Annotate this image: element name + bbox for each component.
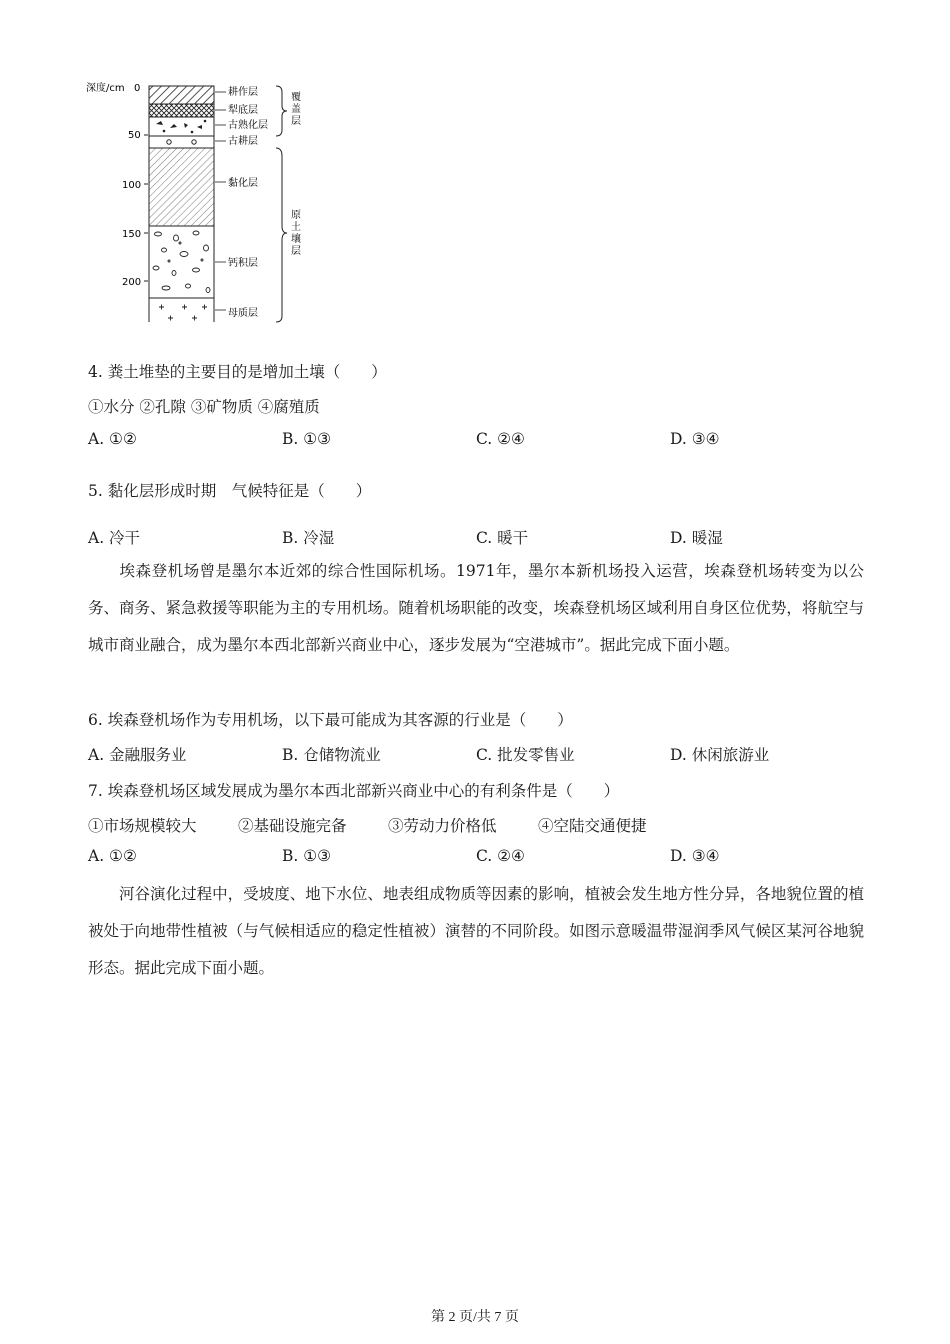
q7-item-2: ②基础设施完备 (238, 817, 347, 835)
q5-stem: 5. 黏化层形成时期 气候特征是（ ） (88, 482, 372, 500)
group-label-original (291, 209, 301, 257)
tick-150: 150 (122, 229, 142, 240)
q5-option-a[interactable]: A. 冷干 (88, 529, 141, 547)
q6-stem: 6. 埃森登机场作为专用机场，以下最可能成为其客源的行业是（ ） (88, 711, 573, 729)
q5-option-d[interactable]: D. 暖湿 (670, 529, 723, 547)
layer-label-paleo-tillage: 古耕层 (228, 136, 258, 147)
q6-option-b[interactable]: B. 仓储物流业 (282, 746, 381, 764)
q7-option-b[interactable]: B. ①③ (282, 847, 332, 865)
layer-label-parent: 母质层 (228, 308, 258, 319)
svg-text:盖: 盖 (291, 104, 301, 115)
q4-option-a[interactable]: A. ①② (88, 430, 137, 448)
q4-items: ①水分 ②孔隙 ③矿物质 ④腐殖质 (88, 398, 320, 416)
layer-label-paleo-mature: 古熟化层 (228, 120, 268, 131)
passage-airport (88, 553, 864, 664)
q6-option-d[interactable]: D. 休闲旅游业 (670, 746, 770, 764)
q7-item-1: ①市场规模较大 (88, 817, 197, 835)
q7-item-3: ③劳动力价格低 (388, 817, 497, 835)
passage-valley (88, 876, 864, 987)
q4-stem: 4. 粪土堆垫的主要目的是增加土壤（ ） (88, 363, 387, 381)
q7-option-a[interactable]: A. ①② (88, 847, 137, 865)
group-label-cover (291, 91, 301, 127)
q6-option-c[interactable]: C. 批发零售业 (476, 746, 575, 764)
svg-text:原: 原 (291, 210, 301, 221)
q4-option-c[interactable]: C. ②④ (476, 430, 525, 448)
q7-item-4: ④空陆交通便捷 (538, 817, 647, 835)
layer-label-argillic: 黏化层 (228, 178, 258, 189)
passage-valley-text: 河谷演化过程中，受坡度、地下水位、地表组成物质等因素的影响，植被会发生地方性分异，各地貌位置的植被处于向地带性植被（与气候相适应的稳定性植被）演替的不同阶段。如图示意暖温带湿润季风气候区某河谷地貌形态。据此完成下面小题。 (88, 885, 864, 977)
svg-text:土: 土 (291, 222, 301, 233)
svg-text:层: 层 (291, 116, 301, 127)
passage-airport-text: 埃森登机场曾是墨尔本近郊的综合性国际机场。1971年，墨尔本新机场投入运营，埃森登机场转变为以公务、商务、紧急救援等职能为主的专用机场。随着机场职能的改变，埃森登机场区域利用自身区位优势，将航空与城市商业融合，成为墨尔本西北部新兴商业中心，逐步发展为“空港城市”。据此完成下面小题。 (88, 562, 864, 654)
tick-50: 50 (128, 130, 141, 141)
svg-text:覆: 覆 (291, 92, 301, 103)
svg-text:壤: 壤 (291, 234, 301, 245)
layer-label-plowpan: 犁底层 (228, 105, 258, 116)
page-footer: 第 2 页/共 7 页 (431, 1310, 519, 1325)
tick-0: 0 (134, 83, 141, 94)
layer-label-calcic: 钙积层 (228, 258, 258, 269)
q5-option-c[interactable]: C. 暖干 (476, 529, 529, 547)
q7-stem: 7. 埃森登机场区域发展成为墨尔本西北部新兴商业中心的有利条件是（ ） (88, 782, 620, 800)
q5-option-b[interactable]: B. 冷湿 (282, 529, 335, 547)
layer-label-tillage: 耕作层 (228, 87, 258, 98)
q7-option-d[interactable]: D. ③④ (670, 847, 720, 865)
svg-text:层: 层 (291, 246, 301, 257)
tick-200: 200 (122, 277, 142, 288)
q6-option-a[interactable]: A. 金融服务业 (88, 746, 187, 764)
q7-option-c[interactable]: C. ②④ (476, 847, 525, 865)
q4-option-d[interactable]: D. ③④ (670, 430, 720, 448)
soil-profile-figure (84, 78, 324, 328)
q4-option-b[interactable]: B. ①③ (282, 430, 332, 448)
tick-100: 100 (122, 180, 142, 191)
group-brace (276, 86, 287, 322)
soil-column (149, 86, 214, 322)
depth-axis-label: 深度/cm (86, 83, 125, 94)
